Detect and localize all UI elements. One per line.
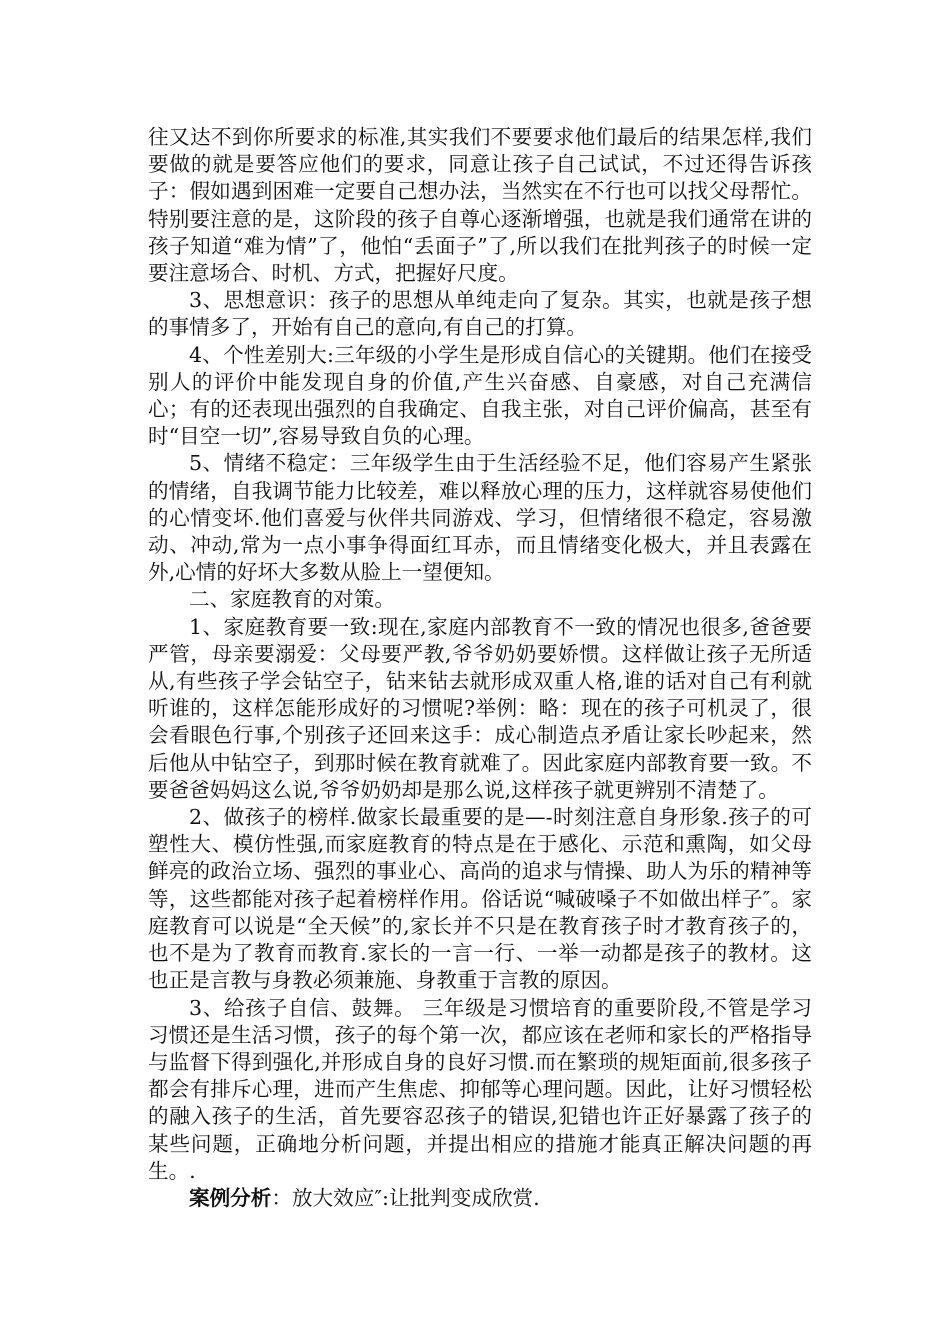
section-heading-strategies: 二、家庭教育的对策。 xyxy=(189,587,395,612)
document-body xyxy=(148,124,812,1212)
paragraph-personality: 4、个性差别大:三年级的小学生是形成自信心的关键期。他们在接受别人的评价中能发现自身的价值,产生兴奋感、自豪感，对自己充满信心；有的还表现出强烈的自我确定、自我主张，对自己评价偏高，甚至有时“目空一切”,容易导致自负的心理。 xyxy=(148,342,812,449)
paragraph-consistency: 1、家庭教育要一致:现在,家庭内部教育不一致的情况也很多,爸爸要严管，母亲要溺爱：父母要严教,爷爷奶奶要娇惯。这样做让孩子无所适从,有些孩子学会钻空子，钻来钻去就形成双重人格,谁的话对自己有利就听谁的，这样怎能形成好的习惯呢?举例：略：现在的孩子可机灵了，很会看眼色行事,个别孩子还回来这手：成心制造点矛盾让家长吵起来，然后他从中钻空子，到那时候在教育就难了。因此家庭内部教育要一致。不要爸爸妈妈这么说,爷爷奶奶却是那么说,这样孩子就更辨别不清楚了。 xyxy=(148,614,812,802)
case-analysis-label: 案例分析 xyxy=(189,1185,272,1210)
case-analysis xyxy=(148,1185,812,1212)
paragraph-thinking: 3、思想意识：孩子的思想从单纯走向了复杂。其实，也就是孩子想的事情多了，开始有自己的意向,有自己的打算。 xyxy=(148,288,812,340)
case-analysis-text: ：放大效应″:让批判变成欣赏. xyxy=(271,1185,540,1210)
paragraph-confidence: 3、给孩子自信、鼓舞。 三年级是习惯培育的重要阶段,不管是学习习惯还是生活习惯，孩子的每个第一次，都应该在老师和家长的严格指导与监督下得到强化,并形成自身的良好习惯.而在繁琐的规矩面前,很多孩子都会有排斥心理，进而产生焦虑、抑郁等心理问题。因此，让好习惯轻松的融入孩子的生活，首先要容忍孩子的错误,犯错也许正好暴露了孩子的某些问题，正确地分析问题，并提出相应的措施才能真正解决问题的再生。. xyxy=(148,995,812,1183)
paragraph-role-model: 2、做孩子的榜样.做家长最重要的是—-时刻注意自身形象.孩子的可塑性大、模仿性强,而家庭教育的特点是在于感化、示范和熏陶，如父母鲜亮的政治立场、强烈的事业心、高尚的追求与情操、助人为乐的精神等等，这些都能对孩子起着榜样作用。俗话说“喊破嗓子不如做出样子″。家庭教育可以说是“全天候”的,家长并不只是在教育孩子时才教育孩子的，也不是为了教育而教育.家长的一言一行、一举一动都是孩子的教材。这也正是言教与身教必须兼施、身教重于言教的原因。 xyxy=(148,805,812,993)
paragraph-emotion: 5、情绪不稳定：三年级学生由于生活经验不足，他们容易产生紧张的情绪，自我调节能力比较差，难以释放心理的压力，这样就容易使他们的心情变坏.他们喜爱与伙伴共同游戏、学习，但情绪很不稳定，容易激动、冲动,常为一点小事争得面红耳赤，而且情绪变化极大，并且表露在外,心情的好坏大多数从脸上一望便知。 xyxy=(148,451,812,585)
paragraph-intro: 往又达不到你所要求的标准,其实我们不要要求他们最后的结果怎样,我们要做的就是要答应他们的要求，同意让孩子自己试试，不过还得告诉孩子：假如遇到困难一定要自己想办法，当然实在不行也可以找父母帮忙。特别要注意的是，这阶段的孩子自尊心逐渐增强，也就是我们通常在讲的孩子知道“难为情”了，他怕“丢面子”了,所以我们在批判孩子的时候一定要注意场合、时机、方式，把握好尺度。 xyxy=(148,125,812,286)
